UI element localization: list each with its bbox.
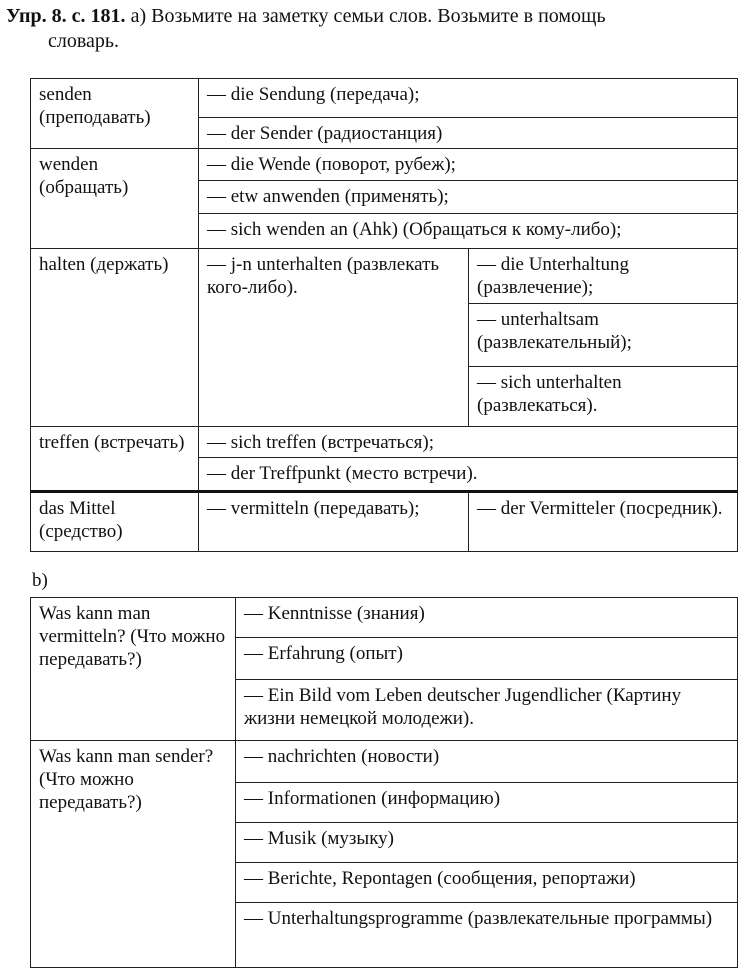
cell-sender: — der Sender (радиостанция) (199, 118, 738, 149)
cell-treffen: treffen (встречать) (31, 427, 199, 492)
cell-vermitteln: — vermitteln (передавать); (199, 492, 469, 552)
cell-vermitteler: — der Vermitteler (посредник). (469, 492, 738, 552)
cell-answer: — Ein Bild vom Leben deutscher Jugendlicher (Картину жизни немецкой молодежи). (236, 680, 738, 741)
cell-wende: — die Wende (поворот, рубеж); (199, 149, 738, 181)
cell-question-senden: Was kann man sender? (Что можно передавать?) (31, 741, 236, 968)
exercise-header (6, 4, 746, 54)
exercise-number: Упр. 8. с. 181. (6, 5, 126, 27)
cell-answer: — Informationen (информацию) (236, 783, 738, 823)
cell-unterhaltung: — die Unterhaltung (развлечение); (469, 249, 738, 304)
cell-answer: — Berichte, Repontagen (сообщения, репортажи) (236, 863, 738, 903)
cell-unterhaltsam: — unterhaltsam (развлекательный); (469, 304, 738, 367)
cell-sich-treffen: — sich treffen (встречаться); (199, 427, 738, 458)
cell-halten: halten (держать) (31, 249, 199, 427)
cell-answer: — Unterhaltungsprogramme (развлекательные программы) (236, 903, 738, 968)
cell-sich-wenden: — sich wenden an (Ahk) (Обращаться к кому-либо); (199, 214, 738, 249)
cell-unterhalten: — j-n unterhalten (развлекать кого-либо). (199, 249, 469, 427)
cell-sendung: — die Sendung (передача); (199, 79, 738, 118)
cell-question-vermitteln: Was kann man vermitteln? (Что можно передавать?) (31, 598, 236, 741)
cell-sich-unterhalten: — sich unterhalten (развлекаться). (469, 367, 738, 427)
task-text-cont: словарь. (48, 30, 120, 52)
cell-anwenden: — etw anwenden (применять); (199, 181, 738, 214)
collocation-table (30, 597, 738, 968)
cell-answer: — Musik (музыку) (236, 823, 738, 863)
section-b-label: b) (32, 570, 48, 591)
cell-answer: — nachrichten (новости) (236, 741, 738, 783)
cell-wenden: wenden (обращать) (31, 149, 199, 249)
word-family-table (30, 78, 738, 552)
cell-answer: — Kenntnisse (знания) (236, 598, 738, 638)
cell-mittel: das Mittel (средство) (31, 492, 199, 552)
cell-senden: senden (преподавать) (31, 79, 199, 149)
cell-answer: — Erfahrung (опыт) (236, 638, 738, 680)
task-text: а) Возьмите на заметку семьи слов. Возьмите в помощь (130, 5, 606, 27)
cell-treffpunkt: — der Treffpunkt (место встречи). (199, 458, 738, 492)
